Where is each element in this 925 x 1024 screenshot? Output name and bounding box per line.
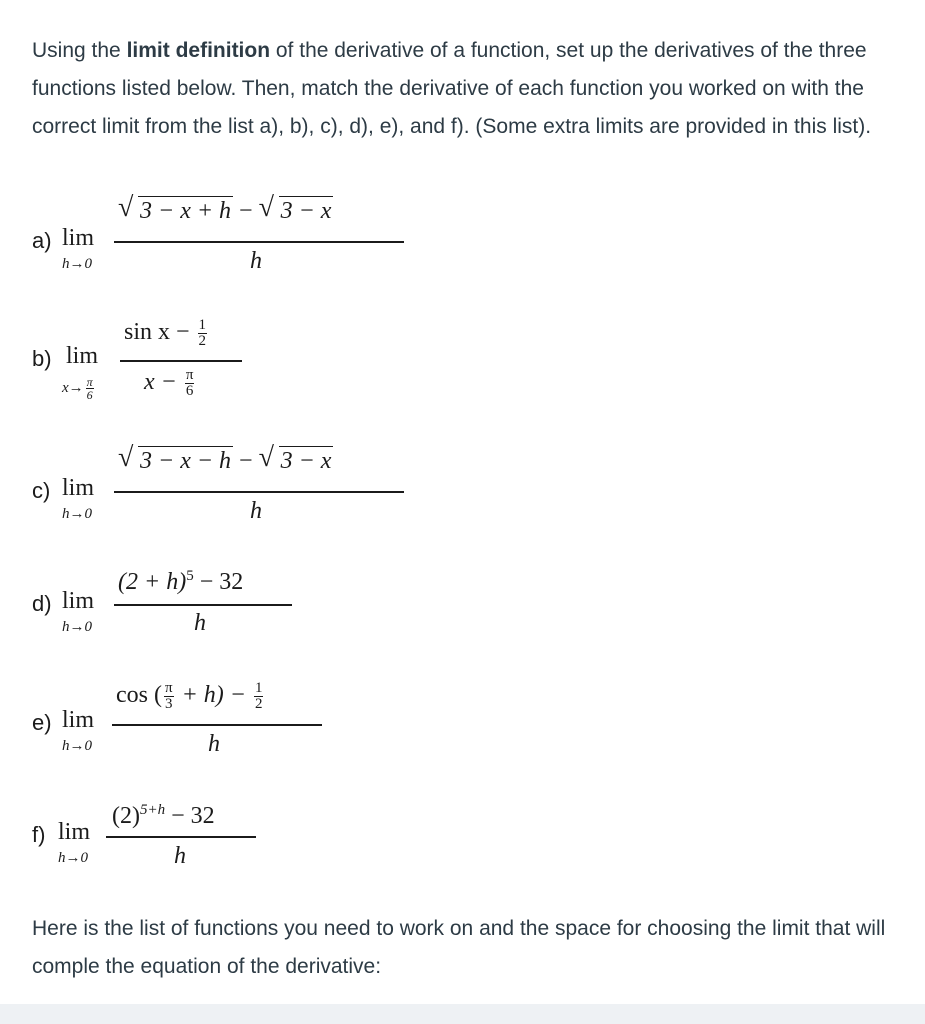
closing-paragraph: Here is the list of functions you need to work on and the space for choosing the limit that will comple the equation of the derivative:: [32, 917, 886, 978]
denominator-c: h: [250, 498, 262, 524]
option-label-e: e): [32, 710, 52, 735]
denominator-d: h: [194, 610, 206, 636]
lim-sub-f: h→0: [58, 850, 88, 866]
bottom-divider: [0, 1004, 925, 1024]
option-label-c: c): [32, 478, 51, 503]
lim-b: lim: [66, 343, 99, 369]
lim-sub-d: h→0: [62, 619, 92, 635]
option-label-f: f): [32, 822, 46, 847]
lim-f: lim: [58, 819, 91, 845]
instructions-paragraph: [32, 32, 902, 146]
lim-c: lim: [62, 475, 95, 501]
fraction-bar-c: [114, 491, 404, 493]
intro-bold-text: limit definition: [126, 39, 271, 62]
numerator-f: $(2)^{5+h} - 32$: [112, 802, 215, 829]
lim-sub-c: h→0: [62, 506, 92, 522]
numerator-b: sin x − $\frac{1}{2}$: [124, 317, 207, 349]
lim-e: lim: [62, 707, 95, 733]
intro-text-end: of the derivative of a function, set up the derivatives of the three functions listed below. Then, match the derivative of each function you worked on with the correct limit from the list a), b), c), d), e), and f). (Some extra limits are provided in this list).: [32, 39, 872, 138]
lim-a: lim: [62, 225, 95, 251]
intro-text-start: Using the: [32, 39, 127, 62]
fraction-bar-f: [106, 836, 256, 838]
numerator-d: $(2 + h)^5 - 32$: [118, 568, 244, 595]
lim-sub-a: h→0: [62, 256, 92, 272]
lim-d: lim: [62, 588, 95, 614]
denominator-a: h: [250, 248, 262, 274]
fraction-bar-e: [112, 724, 322, 726]
lim-sub-b: x→ $\frac{\pi}{6}$: [62, 375, 93, 402]
fraction-bar-b: [120, 360, 242, 362]
lim-sub-e: h→0: [62, 738, 92, 754]
numerator-e: cos ( $\frac{\pi}{3}$ + h) − $\frac{1}{2}$: [116, 680, 263, 712]
option-label-b: b): [32, 346, 52, 371]
denominator-f: h: [174, 843, 186, 869]
fraction-bar-a: [114, 241, 404, 243]
numerator-c: √ 3 − x − h − √ 3 − x: [118, 442, 332, 474]
denominator-e: h: [208, 731, 220, 757]
denominator-b: x − $\frac{\pi}{6}$: [144, 367, 194, 399]
option-label-a: a): [32, 228, 52, 253]
numerator-a: √ 3 − x + h − √ 3 − x: [118, 192, 332, 224]
option-label-d: d): [32, 591, 52, 616]
fraction-bar-d: [114, 604, 292, 606]
